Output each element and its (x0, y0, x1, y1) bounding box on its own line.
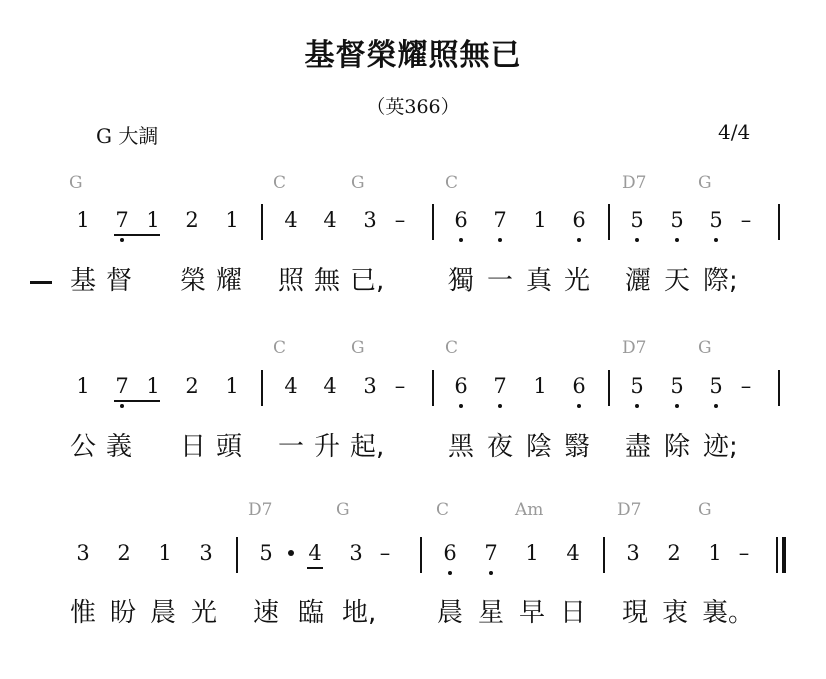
lyric-char: 翳 (564, 432, 591, 462)
barline (261, 370, 263, 406)
chord-symbol: C (445, 338, 459, 358)
sustain-dash: – (740, 208, 752, 232)
note: 5 (706, 376, 726, 397)
lyric-char: 公 (70, 432, 97, 462)
note: 3 (363, 208, 377, 232)
lyric-char: 裏。 (702, 598, 755, 628)
lyric-char: 星 (478, 598, 505, 628)
lyric-char: 除 (664, 432, 691, 462)
lyric-char: 惟 (70, 598, 97, 628)
note: 1 (76, 374, 90, 398)
key-signature: G 大調 (96, 124, 159, 148)
barline (420, 537, 422, 573)
lyric-char: 盡 (625, 432, 652, 462)
note: 2 (667, 541, 681, 565)
note: 7 (481, 543, 501, 564)
chord-symbol: D7 (617, 500, 642, 520)
note: 5 (627, 376, 647, 397)
barline (432, 204, 434, 240)
eighth-beam (307, 567, 323, 569)
barline (778, 204, 780, 240)
lyric-char: 日 (180, 432, 207, 462)
eighth-beam (114, 400, 160, 402)
chord-symbol: G (698, 500, 712, 520)
note: 7 (490, 376, 510, 397)
barline (261, 204, 263, 240)
lyric-char: 陰 (526, 432, 553, 462)
barline (603, 537, 605, 573)
final-barline-thin (776, 537, 778, 573)
note: 4 (566, 541, 580, 565)
lyric-char: 早 (519, 598, 546, 628)
lyric-char: 已, (350, 266, 385, 296)
note: 2 (185, 374, 199, 398)
lyric-char: 日 (560, 598, 587, 628)
note: 1 (158, 541, 172, 565)
lyric-char: 晨 (437, 598, 464, 628)
lyric-char: 地, (342, 598, 377, 628)
lyric-char: 照 (278, 266, 305, 296)
note: 3 (76, 541, 90, 565)
note: 3 (626, 541, 640, 565)
lyric-char: 灑 (625, 266, 652, 296)
chord-symbol: D7 (622, 338, 647, 358)
note: 3 (363, 374, 377, 398)
note: 4 (284, 374, 298, 398)
sustain-dash: – (394, 208, 406, 232)
sustain-dash: – (394, 374, 406, 398)
note: 6 (440, 543, 460, 564)
note: 1 (225, 208, 239, 232)
lyric-char: 速 (253, 598, 280, 628)
note: 1 (533, 208, 547, 232)
time-signature: 4/4 (718, 120, 751, 144)
lyric-char: 光 (564, 266, 591, 296)
lyric-char: 衷 (662, 598, 689, 628)
note: 1 (146, 208, 160, 232)
lyric-char: 晨 (150, 598, 177, 628)
lyric-char: 頭 (216, 432, 243, 462)
barline (236, 537, 238, 573)
lyric-char: 現 (622, 598, 649, 628)
lyric-char: 獨 (448, 266, 475, 296)
chord-symbol: D7 (248, 500, 273, 520)
note: 5 (667, 210, 687, 231)
note: 1 (146, 374, 160, 398)
note: 6 (569, 210, 589, 231)
lead-in-dash (30, 281, 52, 284)
note: 4 (284, 208, 298, 232)
note: 3 (199, 541, 213, 565)
lyric-char: 基 (70, 266, 97, 296)
note: 1 (225, 374, 239, 398)
note: 7 (112, 376, 132, 397)
lyric-char: 光 (191, 598, 218, 628)
note: 4 (308, 541, 322, 565)
chord-symbol: G (336, 500, 350, 520)
note: 4 (323, 374, 337, 398)
barline (608, 370, 610, 406)
note: 1 (525, 541, 539, 565)
note: 6 (451, 210, 471, 231)
note: 2 (185, 208, 199, 232)
note: 1 (533, 374, 547, 398)
note: 3 (349, 541, 363, 565)
dotted-rhythm (288, 550, 294, 556)
note: 6 (569, 376, 589, 397)
chord-symbol: G (351, 173, 365, 193)
lyric-char: 一 (487, 266, 514, 296)
lyric-char: 盼 (110, 598, 137, 628)
sustain-dash: – (740, 374, 752, 398)
lyric-char: 督 (106, 266, 133, 296)
lyric-char: 耀 (216, 266, 243, 296)
lyric-char: 一 (278, 432, 305, 462)
hymn-number: （英366） (366, 96, 460, 118)
note: 5 (259, 541, 273, 565)
note: 4 (323, 208, 337, 232)
note: 7 (490, 210, 510, 231)
page-title: 基督榮耀照無已 (304, 38, 522, 73)
lyric-char: 天 (664, 266, 691, 296)
note: 5 (627, 210, 647, 231)
chord-symbol: C (445, 173, 459, 193)
chord-symbol: C (273, 173, 287, 193)
lyric-char: 黑 (448, 432, 475, 462)
lyric-char: 升 (314, 432, 341, 462)
barline (778, 370, 780, 406)
sustain-dash: – (738, 541, 750, 565)
lyric-char: 無 (314, 266, 341, 296)
chord-symbol: G (69, 173, 83, 193)
barline (432, 370, 434, 406)
barline (608, 204, 610, 240)
note: 5 (667, 376, 687, 397)
note: 5 (706, 210, 726, 231)
lyric-char: 夜 (487, 432, 514, 462)
note: 2 (117, 541, 131, 565)
lyric-char: 際; (703, 266, 738, 296)
note: 1 (76, 208, 90, 232)
lyric-char: 臨 (298, 598, 325, 628)
sustain-dash: – (379, 541, 391, 565)
lyric-char: 義 (106, 432, 133, 462)
note: 7 (112, 210, 132, 231)
final-barline-thick (782, 537, 786, 573)
chord-symbol: G (351, 338, 365, 358)
note: 1 (708, 541, 722, 565)
lyric-char: 真 (526, 266, 553, 296)
chord-symbol: D7 (622, 173, 647, 193)
eighth-beam (114, 234, 160, 236)
chord-symbol: C (273, 338, 287, 358)
chord-symbol: G (698, 338, 712, 358)
note: 6 (451, 376, 471, 397)
chord-symbol: C (436, 500, 450, 520)
chord-symbol: G (698, 173, 712, 193)
lyric-char: 起, (350, 432, 385, 462)
lyric-char: 榮 (180, 266, 207, 296)
lyric-char: 迹; (703, 432, 738, 462)
chord-symbol: Am (515, 500, 544, 520)
